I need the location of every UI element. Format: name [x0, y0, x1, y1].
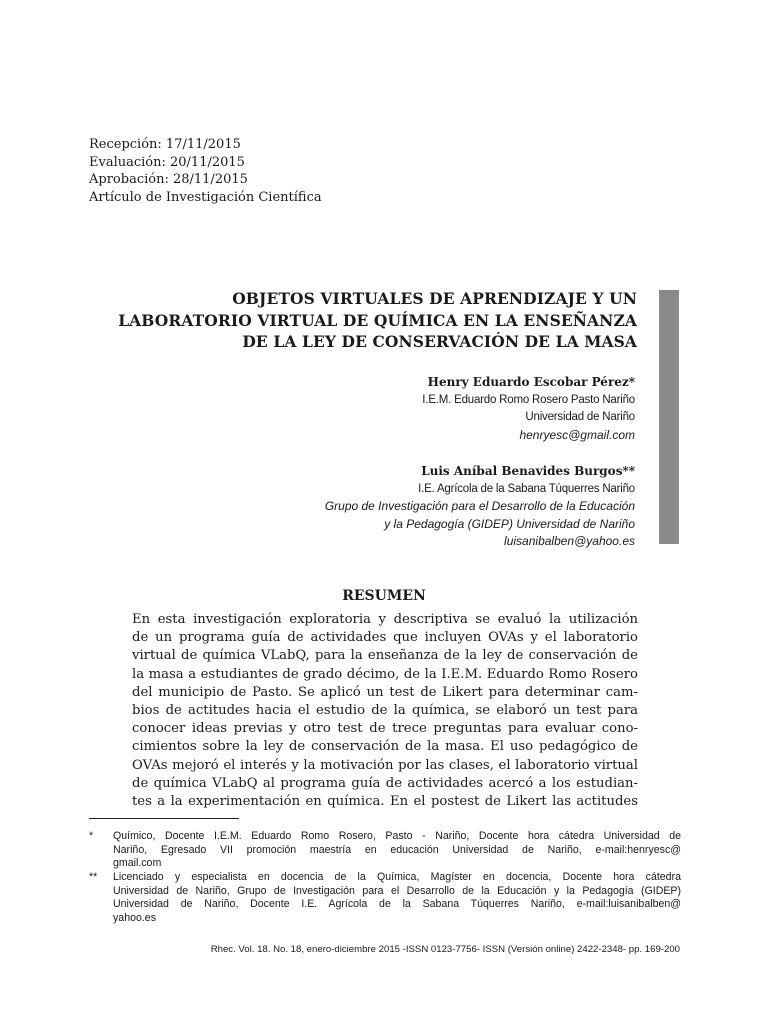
footnote-line: Universidad de Nariño, Docente I.E. Agrícola de la Sabana Túquerres Nariño, e-mail:luisanibalben@	[113, 898, 681, 911]
abstract-line: OVAs mejoró el interés y la motivación por las clases, el laboratorio virtual	[132, 757, 638, 773]
author-institution: I.E.M. Eduardo Romo Rosero Pasto Nariño	[422, 393, 635, 406]
abstract-line: de un programa guía de actividades que incluyen OVAs y el laboratorio	[132, 630, 638, 646]
abstract-line: tes a la experimentación en química. En el postest de Likert las actitudes	[132, 794, 638, 810]
evaluation-date: Evaluación: 20/11/2015	[89, 154, 245, 170]
title-line: OBJETOS VIRTUALES DE APRENDIZAJE Y UN	[232, 289, 637, 308]
title-line: LABORATORIO VIRTUAL DE QUÍMICA EN LA ENSEÑANZA	[118, 310, 637, 330]
reception-date: Recepción: 17/11/2015	[89, 137, 241, 152]
author-group: y la Pedagogía (GIDEP) Universidad de Nariño	[384, 516, 635, 531]
abstract-body	[132, 611, 638, 811]
footnote-mark: **	[89, 871, 98, 883]
abstract-line: bios de actitudes hacia el estudio de la química, se elaboró un test para	[132, 703, 638, 719]
author-email: henryesc@gmail.com	[519, 427, 635, 442]
abstract-line: conocer ideas previas y otro test de trece preguntas para evaluar cono-	[132, 721, 638, 737]
footnote-line: yahoo.es	[113, 911, 156, 924]
decorative-side-bar	[659, 290, 679, 544]
author-institution: I.E. Agrícola de la Sabana Túquerres Nariño	[418, 482, 635, 495]
abstract-line: del municipio de Pasto. Se aplicó un test de Likert para determinar cam-	[132, 684, 638, 700]
paper-title	[77, 288, 637, 353]
article-type: Artículo de Investigación Científica	[89, 189, 322, 205]
footnote-1	[89, 830, 681, 871]
footnote-line: Nariño, Egresado VII promoción maestría en educación Universidad de Nariño, e-mail:henryesc@	[113, 843, 681, 856]
title-line: DE LA LEY DE CONSERVACIÓN DE LA MASA	[242, 332, 637, 351]
footnote-2	[89, 871, 681, 925]
author-block-1	[422, 374, 635, 444]
author-name: Henry Eduardo Escobar Pérez*	[427, 375, 635, 389]
author-institution: Universidad de Nariño	[525, 411, 635, 423]
article-metadata	[89, 136, 322, 206]
abstract-line: En esta investigación exploratoria y descriptiva se evaluó la utilización	[132, 612, 638, 627]
footnote-line: Licenciado y especialista en docencia de la Química, Magíster en docencia, Docente hora cátedra	[113, 871, 681, 883]
footnote-divider	[89, 818, 239, 819]
abstract-line: de química VLabQ al programa guía de actividades acercó a los estudian-	[132, 775, 638, 791]
approval-date: Aprobación: 28/11/2015	[89, 172, 248, 187]
author-block-2	[325, 463, 635, 551]
footnote-line: Universidad de Nariño, Grupo de Investigación para el Desarrollo de la Educación y la Pedagogía (GIDEP)	[113, 884, 681, 897]
author-email: luisanibalben@yahoo.es	[504, 534, 635, 548]
author-group: Grupo de Investigación para el Desarrollo de la Educación	[324, 499, 635, 513]
abstract-line: virtual de química VLabQ, para la enseñanza de la ley de conservación de	[132, 648, 638, 664]
abstract-heading: RESUMEN	[342, 588, 426, 604]
abstract-line: la masa a estudiantes de grado décimo, de la I.E.M. Eduardo Romo Rosero	[132, 666, 638, 682]
footnote-line: Químico, Docente I.E.M. Eduardo Romo Rosero, Pasto - Nariño, Docente hora cátedra Universidad de	[113, 830, 681, 842]
footnote-mark: *	[89, 830, 94, 842]
abstract-line: cimientos sobre la ley de conservación de la masa. El uso pedagógico de	[132, 739, 638, 755]
author-name: Luis Aníbal Benavides Burgos**	[421, 464, 635, 478]
journal-footer: Rhec. Vol. 18. No. 18, enero-diciembre 2015 -ISSN 0123-7756- ISSN (Versión online) 2422-2348- pp. 169-200	[210, 944, 680, 955]
footnote-line: gmail.com	[113, 857, 162, 870]
